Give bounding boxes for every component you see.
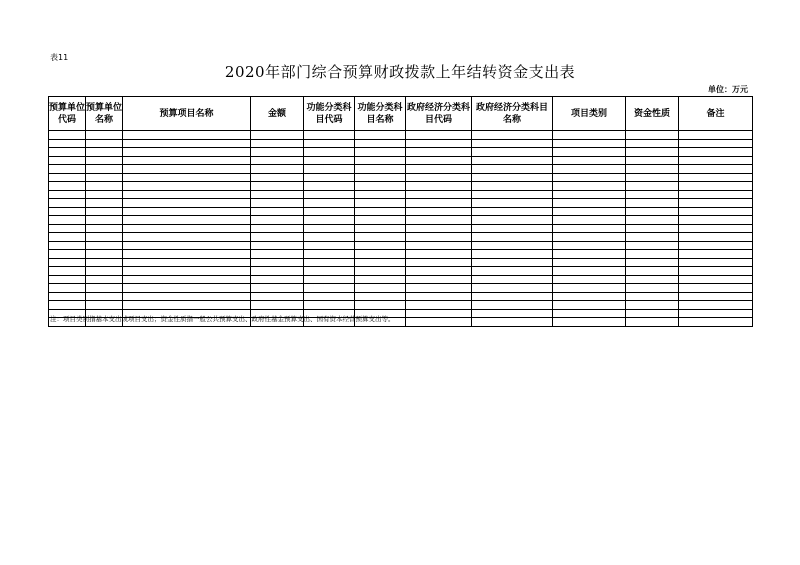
table-cell: [553, 275, 626, 284]
table-cell: [304, 284, 355, 293]
table-cell: [472, 241, 553, 250]
table-cell: [86, 156, 123, 165]
column-header: 功能分类科目代码: [304, 97, 355, 131]
table-cell: [406, 250, 472, 259]
table-cell: [406, 139, 472, 148]
page-title: 2020年部门综合预算财政拨款上年结转资金支出表: [224, 63, 576, 81]
table-cell: [304, 250, 355, 259]
table-cell: [472, 284, 553, 293]
table-cell: [123, 148, 251, 157]
table-cell: [472, 275, 553, 284]
table-header-row: [49, 97, 753, 131]
table-cell: [472, 233, 553, 242]
table-cell: [406, 207, 472, 216]
table-cell: [123, 156, 251, 165]
table-row: [49, 139, 753, 148]
table-cell: [86, 207, 123, 216]
table-cell: [472, 139, 553, 148]
table-row: [49, 207, 753, 216]
table-cell: [472, 318, 553, 327]
table-cell: [553, 267, 626, 276]
table-cell: [49, 148, 86, 157]
table-cell: [626, 216, 679, 225]
table-cell: [49, 182, 86, 191]
table-cell: [355, 267, 406, 276]
table-cell: [123, 182, 251, 191]
table-cell: [679, 318, 753, 327]
table-cell: [49, 250, 86, 259]
table-cell: [626, 301, 679, 310]
table-cell: [553, 148, 626, 157]
table-cell: [304, 139, 355, 148]
table-cell: [49, 301, 86, 310]
table-cell: [49, 267, 86, 276]
table-cell: [553, 233, 626, 242]
table-cell: [123, 207, 251, 216]
table-cell: [553, 284, 626, 293]
table-cell: [355, 199, 406, 208]
table-cell: [86, 173, 123, 182]
table-cell: [86, 250, 123, 259]
table-body: [49, 131, 753, 327]
table-row: [49, 216, 753, 225]
column-header: 金额: [251, 97, 304, 131]
table-cell: [86, 148, 123, 157]
table-cell: [406, 156, 472, 165]
table-cell: [626, 275, 679, 284]
table-cell: [679, 309, 753, 318]
column-header: 功能分类科目名称: [355, 97, 406, 131]
table-cell: [472, 199, 553, 208]
column-header: 预算单位代码: [49, 97, 86, 131]
table-cell: [679, 275, 753, 284]
table-cell: [626, 250, 679, 259]
table-cell: [355, 156, 406, 165]
table-cell: [406, 233, 472, 242]
table-cell: [355, 241, 406, 250]
table-cell: [553, 258, 626, 267]
table-cell: [406, 309, 472, 318]
table-cell: [553, 301, 626, 310]
table-cell: [86, 165, 123, 174]
table-cell: [123, 250, 251, 259]
table-cell: [626, 199, 679, 208]
table-cell: [123, 267, 251, 276]
table-cell: [251, 258, 304, 267]
table-cell: [355, 173, 406, 182]
table-cell: [553, 318, 626, 327]
table-cell: [304, 224, 355, 233]
table-cell: [355, 165, 406, 174]
table-cell: [406, 301, 472, 310]
table-cell: [251, 139, 304, 148]
table-row: [49, 267, 753, 276]
table-cell: [406, 292, 472, 301]
table-cell: [355, 207, 406, 216]
table-cell: [406, 224, 472, 233]
table-cell: [679, 190, 753, 199]
table-cell: [679, 139, 753, 148]
table-cell: [123, 292, 251, 301]
table-cell: [626, 156, 679, 165]
table-cell: [626, 309, 679, 318]
table-cell: [626, 207, 679, 216]
table-cell: [679, 250, 753, 259]
table-cell: [304, 156, 355, 165]
table-cell: [406, 165, 472, 174]
table-row: [49, 301, 753, 310]
table-cell: [355, 148, 406, 157]
table-cell: [679, 173, 753, 182]
table-cell: [406, 241, 472, 250]
table-cell: [472, 173, 553, 182]
table-cell: [406, 182, 472, 191]
table-cell: [406, 318, 472, 327]
table-cell: [251, 131, 304, 140]
table-cell: [86, 139, 123, 148]
table-cell: [626, 318, 679, 327]
table-row: [49, 241, 753, 250]
table-cell: [679, 224, 753, 233]
table-cell: [86, 284, 123, 293]
table-row: [49, 156, 753, 165]
table-cell: [355, 224, 406, 233]
table-cell: [472, 216, 553, 225]
table-cell: [355, 190, 406, 199]
table-cell: [123, 199, 251, 208]
table-cell: [406, 284, 472, 293]
table-cell: [251, 233, 304, 242]
table-cell: [123, 131, 251, 140]
table-cell: [49, 139, 86, 148]
table-cell: [406, 173, 472, 182]
table-cell: [355, 250, 406, 259]
table-cell: [553, 250, 626, 259]
table-cell: [251, 156, 304, 165]
table-cell: [304, 241, 355, 250]
table-cell: [679, 199, 753, 208]
table-cell: [123, 241, 251, 250]
table-cell: [679, 284, 753, 293]
table-cell: [679, 241, 753, 250]
table-cell: [86, 275, 123, 284]
table-cell: [626, 292, 679, 301]
table-cell: [553, 131, 626, 140]
table-cell: [251, 173, 304, 182]
table-cell: [304, 258, 355, 267]
table-cell: [49, 233, 86, 242]
table-cell: [251, 199, 304, 208]
table-cell: [679, 258, 753, 267]
footnote: 注：项目类别指基本支出或项目支出；资金性质指一般公共预算支出、政府性基金预算支出、国有资本经营预算支出等。: [50, 315, 395, 323]
table-cell: [472, 258, 553, 267]
table-cell: [472, 301, 553, 310]
table-cell: [553, 309, 626, 318]
table-cell: [304, 301, 355, 310]
table-cell: [304, 148, 355, 157]
table-cell: [123, 284, 251, 293]
table-cell: [626, 233, 679, 242]
table-cell: [49, 165, 86, 174]
column-header: 政府经济分类科目名称: [472, 97, 553, 131]
table-cell: [355, 182, 406, 191]
table-cell: [626, 131, 679, 140]
table-cell: [472, 156, 553, 165]
table-cell: [406, 275, 472, 284]
table-cell: [251, 250, 304, 259]
table-row: [49, 173, 753, 182]
table-cell: [472, 182, 553, 191]
table-cell: [626, 267, 679, 276]
table-row: [49, 148, 753, 157]
column-header: 预算单位名称: [86, 97, 123, 131]
table-cell: [86, 182, 123, 191]
table-cell: [553, 292, 626, 301]
table-row: [49, 165, 753, 174]
table-cell: [406, 199, 472, 208]
table-cell: [304, 275, 355, 284]
table-cell: [304, 216, 355, 225]
table-row: [49, 224, 753, 233]
table-cell: [355, 131, 406, 140]
table-cell: [355, 275, 406, 284]
table-cell: [49, 190, 86, 199]
table-cell: [251, 148, 304, 157]
table-cell: [123, 224, 251, 233]
table-cell: [626, 258, 679, 267]
table-cell: [626, 190, 679, 199]
table-row: [49, 292, 753, 301]
table-cell: [123, 216, 251, 225]
table-cell: [355, 216, 406, 225]
table-cell: [86, 131, 123, 140]
budget-table: [48, 96, 753, 327]
table-cell: [626, 241, 679, 250]
table-cell: [679, 301, 753, 310]
table-cell: [553, 139, 626, 148]
table-cell: [49, 173, 86, 182]
table-cell: [355, 139, 406, 148]
table-cell: [86, 216, 123, 225]
table-cell: [553, 216, 626, 225]
table-cell: [251, 284, 304, 293]
table-cell: [355, 233, 406, 242]
table-cell: [49, 224, 86, 233]
table-cell: [626, 165, 679, 174]
table-cell: [553, 173, 626, 182]
table-cell: [49, 199, 86, 208]
table-cell: [626, 182, 679, 191]
table-cell: [86, 267, 123, 276]
table-cell: [49, 216, 86, 225]
table-cell: [679, 233, 753, 242]
table-row: [49, 131, 753, 140]
column-header: 项目类别: [553, 97, 626, 131]
table-cell: [49, 241, 86, 250]
table-cell: [49, 292, 86, 301]
table-cell: [86, 224, 123, 233]
table-cell: [123, 139, 251, 148]
table-cell: [553, 199, 626, 208]
table-cell: [86, 241, 123, 250]
table-cell: [123, 301, 251, 310]
table-cell: [251, 165, 304, 174]
table-row: [49, 190, 753, 199]
table-cell: [679, 267, 753, 276]
table-cell: [679, 131, 753, 140]
table-cell: [553, 165, 626, 174]
table-cell: [86, 233, 123, 242]
table-cell: [472, 190, 553, 199]
table-cell: [304, 190, 355, 199]
table-cell: [553, 156, 626, 165]
table-cell: [679, 207, 753, 216]
table-cell: [251, 190, 304, 199]
column-header: 资金性质: [626, 97, 679, 131]
table-cell: [304, 199, 355, 208]
column-header: 备注: [679, 97, 753, 131]
table-cell: [626, 148, 679, 157]
table-cell: [472, 207, 553, 216]
table-cell: [626, 224, 679, 233]
table-cell: [406, 190, 472, 199]
column-header: 预算项目名称: [123, 97, 251, 131]
table-cell: [679, 148, 753, 157]
table-cell: [251, 267, 304, 276]
table-cell: [123, 173, 251, 182]
table-cell: [123, 233, 251, 242]
table-cell: [49, 207, 86, 216]
table-cell: [304, 267, 355, 276]
table-cell: [123, 190, 251, 199]
table-cell: [304, 165, 355, 174]
table-cell: [406, 131, 472, 140]
table-cell: [86, 301, 123, 310]
table-row: [49, 182, 753, 191]
table-cell: [472, 292, 553, 301]
table-cell: [472, 148, 553, 157]
table-cell: [86, 190, 123, 199]
table-cell: [406, 148, 472, 157]
table-cell: [49, 284, 86, 293]
table-cell: [355, 301, 406, 310]
table-cell: [553, 190, 626, 199]
table-cell: [406, 258, 472, 267]
table-cell: [472, 250, 553, 259]
table-cell: [251, 207, 304, 216]
table-cell: [304, 207, 355, 216]
table-cell: [251, 275, 304, 284]
table-row: [49, 199, 753, 208]
table-cell: [123, 258, 251, 267]
table-cell: [679, 182, 753, 191]
table-cell: [679, 292, 753, 301]
table-number-label: 表11: [50, 53, 69, 62]
table-cell: [304, 131, 355, 140]
table-row: [49, 284, 753, 293]
table-cell: [472, 267, 553, 276]
table-row: [49, 233, 753, 242]
table-cell: [355, 284, 406, 293]
table-cell: [472, 165, 553, 174]
table-cell: [626, 139, 679, 148]
table-cell: [679, 165, 753, 174]
table-cell: [406, 216, 472, 225]
table-cell: [49, 258, 86, 267]
column-header: 政府经济分类科目代码: [406, 97, 472, 131]
table-cell: [123, 165, 251, 174]
table-cell: [304, 173, 355, 182]
table-cell: [626, 284, 679, 293]
table-cell: [251, 216, 304, 225]
table-cell: [553, 241, 626, 250]
table-row: [49, 275, 753, 284]
table-cell: [49, 131, 86, 140]
table-row: [49, 258, 753, 267]
table-cell: [304, 182, 355, 191]
table-cell: [472, 224, 553, 233]
table-cell: [86, 199, 123, 208]
table-cell: [355, 258, 406, 267]
table-cell: [304, 292, 355, 301]
table-cell: [553, 182, 626, 191]
table-cell: [553, 207, 626, 216]
table-cell: [86, 292, 123, 301]
table-cell: [626, 173, 679, 182]
table-cell: [251, 224, 304, 233]
table-cell: [86, 258, 123, 267]
table-cell: [251, 182, 304, 191]
table-cell: [251, 301, 304, 310]
table-cell: [679, 216, 753, 225]
table-cell: [472, 309, 553, 318]
table-cell: [251, 292, 304, 301]
table-cell: [553, 224, 626, 233]
table-cell: [406, 267, 472, 276]
table-cell: [304, 233, 355, 242]
table-cell: [679, 156, 753, 165]
table-cell: [49, 275, 86, 284]
unit-label: 单位：万元: [708, 85, 748, 94]
table-cell: [355, 292, 406, 301]
table-cell: [49, 156, 86, 165]
table-row: [49, 250, 753, 259]
table-cell: [472, 131, 553, 140]
table-cell: [123, 275, 251, 284]
table-cell: [251, 241, 304, 250]
